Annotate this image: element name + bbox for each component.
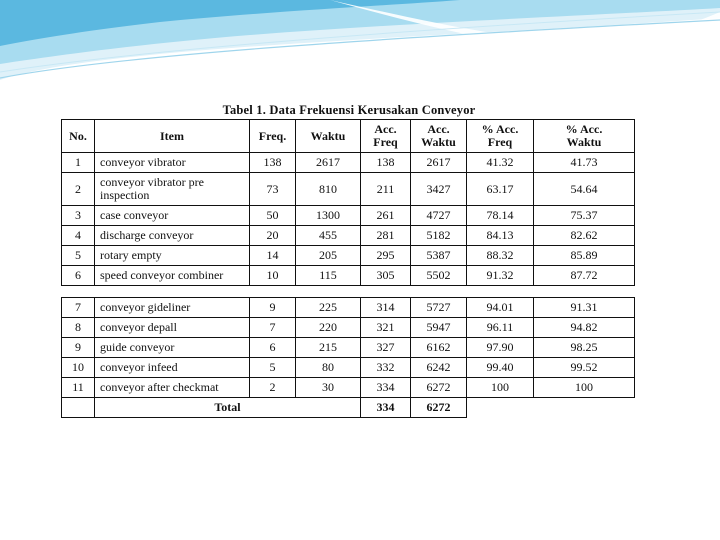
cell-item: conveyor infeed xyxy=(95,358,250,378)
cell-acc-freq: 211 xyxy=(361,173,411,206)
cell-acc-freq: 321 xyxy=(361,318,411,338)
header-pct-waktu-line1: % Acc. xyxy=(565,122,603,136)
cell-waktu: 455 xyxy=(296,226,361,246)
frequency-table-top xyxy=(61,119,635,286)
cell-waktu: 80 xyxy=(296,358,361,378)
cell-acc-waktu: 3427 xyxy=(411,173,467,206)
cell-pct-waktu: 85.89 xyxy=(534,246,635,266)
cell-acc-freq: 261 xyxy=(361,206,411,226)
cell-waktu: 30 xyxy=(296,378,361,398)
table-row xyxy=(62,318,635,338)
cell-no: 9 xyxy=(62,338,95,358)
header-swoosh-decoration xyxy=(0,0,720,100)
header-acc-waktu-line2: Waktu xyxy=(421,135,456,149)
cell-acc-freq: 332 xyxy=(361,358,411,378)
table-row xyxy=(62,378,635,398)
cell-item-line2: inspection xyxy=(100,188,150,202)
cell-pct-freq: 63.17 xyxy=(467,173,534,206)
cell-item: case conveyor xyxy=(95,206,250,226)
header-pct-waktu-line2: Waktu xyxy=(566,135,602,149)
cell-acc-waktu: 6242 xyxy=(411,358,467,378)
cell-item: speed conveyor combiner xyxy=(95,266,250,286)
table-row xyxy=(62,153,635,173)
table-row xyxy=(62,266,635,286)
cell-acc-waktu: 5727 xyxy=(411,298,467,318)
cell-item: rotary empty xyxy=(95,246,250,266)
cell-freq: 6 xyxy=(250,338,296,358)
header-pct-freq-line1: % Acc. xyxy=(481,122,519,136)
cell-pct-freq: 94.01 xyxy=(467,298,534,318)
header-acc-freq-line2: Freq xyxy=(373,135,398,149)
header-acc-waktu-line1: Acc. xyxy=(427,122,450,136)
cell-freq: 10 xyxy=(250,266,296,286)
cell-acc-waktu: 5182 xyxy=(411,226,467,246)
cell-freq: 7 xyxy=(250,318,296,338)
header-acc-freq-line1: Acc. xyxy=(374,122,397,136)
cell-item: conveyor vibrator xyxy=(95,153,250,173)
cell-pct-freq: 41.32 xyxy=(467,153,534,173)
cell-freq: 14 xyxy=(250,246,296,266)
cell-no: 6 xyxy=(62,266,95,286)
cell-acc-freq: 314 xyxy=(361,298,411,318)
cell-empty xyxy=(534,398,635,418)
cell-item: discharge conveyor xyxy=(95,226,250,246)
header-pct-freq-line2: Freq xyxy=(487,135,513,149)
cell-pct-freq: 84.13 xyxy=(467,226,534,246)
cell-freq: 50 xyxy=(250,206,296,226)
cell-pct-freq: 96.11 xyxy=(467,318,534,338)
table-caption: Tabel 1. Data Frekuensi Kerusakan Conveyor xyxy=(222,103,476,117)
cell-no: 10 xyxy=(62,358,95,378)
cell-waktu: 810 xyxy=(296,173,361,206)
cell-pct-waktu: 54.64 xyxy=(534,173,635,206)
cell-freq: 5 xyxy=(250,358,296,378)
cell-waktu: 225 xyxy=(296,298,361,318)
header-acc-waktu xyxy=(411,120,467,153)
cell-acc-waktu: 6162 xyxy=(411,338,467,358)
cell-waktu: 115 xyxy=(296,266,361,286)
cell-total-acc-waktu: 6272 xyxy=(411,398,467,418)
table-row xyxy=(62,358,635,378)
cell-item xyxy=(95,173,250,206)
cell-empty xyxy=(467,398,534,418)
cell-no: 5 xyxy=(62,246,95,266)
header-freq: Freq. xyxy=(250,120,296,153)
cell-acc-waktu: 6272 xyxy=(411,378,467,398)
cell-total-label: Total xyxy=(95,398,361,418)
cell-acc-waktu: 5387 xyxy=(411,246,467,266)
cell-freq: 20 xyxy=(250,226,296,246)
cell-item: conveyor depall xyxy=(95,318,250,338)
cell-item: conveyor after checkmat xyxy=(95,378,250,398)
cell-waktu: 205 xyxy=(296,246,361,266)
cell-acc-freq: 281 xyxy=(361,226,411,246)
cell-no: 4 xyxy=(62,226,95,246)
cell-freq: 2 xyxy=(250,378,296,398)
cell-pct-waktu: 87.72 xyxy=(534,266,635,286)
cell-item: guide conveyor xyxy=(95,338,250,358)
cell-acc-waktu: 5947 xyxy=(411,318,467,338)
cell-total-blank xyxy=(62,398,95,418)
cell-pct-freq: 91.32 xyxy=(467,266,534,286)
cell-acc-waktu: 5502 xyxy=(411,266,467,286)
cell-pct-waktu: 99.52 xyxy=(534,358,635,378)
cell-freq: 9 xyxy=(250,298,296,318)
cell-waktu: 2617 xyxy=(296,153,361,173)
cell-acc-freq: 327 xyxy=(361,338,411,358)
cell-acc-freq: 138 xyxy=(361,153,411,173)
table-header-row xyxy=(62,120,635,153)
table-row xyxy=(62,298,635,318)
cell-acc-waktu: 4727 xyxy=(411,206,467,226)
cell-freq: 73 xyxy=(250,173,296,206)
cell-pct-freq: 88.32 xyxy=(467,246,534,266)
cell-acc-waktu: 2617 xyxy=(411,153,467,173)
cell-freq: 138 xyxy=(250,153,296,173)
cell-no: 1 xyxy=(62,153,95,173)
cell-pct-freq: 99.40 xyxy=(467,358,534,378)
cell-pct-freq: 100 xyxy=(467,378,534,398)
cell-pct-freq: 78.14 xyxy=(467,206,534,226)
table-row xyxy=(62,173,635,206)
cell-no: 8 xyxy=(62,318,95,338)
table-row xyxy=(62,246,635,266)
cell-pct-waktu: 98.25 xyxy=(534,338,635,358)
cell-item: conveyor gideliner xyxy=(95,298,250,318)
cell-pct-freq: 97.90 xyxy=(467,338,534,358)
cell-waktu: 1300 xyxy=(296,206,361,226)
total-row xyxy=(62,398,635,418)
table-row xyxy=(62,338,635,358)
cell-item-line1: conveyor vibrator pre xyxy=(100,175,204,189)
cell-acc-freq: 305 xyxy=(361,266,411,286)
cell-acc-freq: 334 xyxy=(361,378,411,398)
cell-no: 2 xyxy=(62,173,95,206)
cell-pct-waktu: 75.37 xyxy=(534,206,635,226)
header-item: Item xyxy=(95,120,250,153)
cell-no: 3 xyxy=(62,206,95,226)
table-image xyxy=(58,100,640,426)
cell-waktu: 220 xyxy=(296,318,361,338)
cell-waktu: 215 xyxy=(296,338,361,358)
cell-acc-freq: 295 xyxy=(361,246,411,266)
table-row xyxy=(62,226,635,246)
cell-pct-waktu: 82.62 xyxy=(534,226,635,246)
cell-pct-waktu: 100 xyxy=(534,378,635,398)
frequency-table-bottom xyxy=(61,297,635,418)
header-pct-acc-freq xyxy=(467,120,534,153)
table-row xyxy=(62,206,635,226)
cell-total-acc-freq: 334 xyxy=(361,398,411,418)
header-no: No. xyxy=(62,120,95,153)
cell-pct-waktu: 41.73 xyxy=(534,153,635,173)
cell-no: 7 xyxy=(62,298,95,318)
header-pct-acc-waktu xyxy=(534,120,635,153)
cell-pct-waktu: 91.31 xyxy=(534,298,635,318)
header-waktu: Waktu xyxy=(296,120,361,153)
cell-no: 11 xyxy=(62,378,95,398)
cell-pct-waktu: 94.82 xyxy=(534,318,635,338)
header-acc-freq xyxy=(361,120,411,153)
